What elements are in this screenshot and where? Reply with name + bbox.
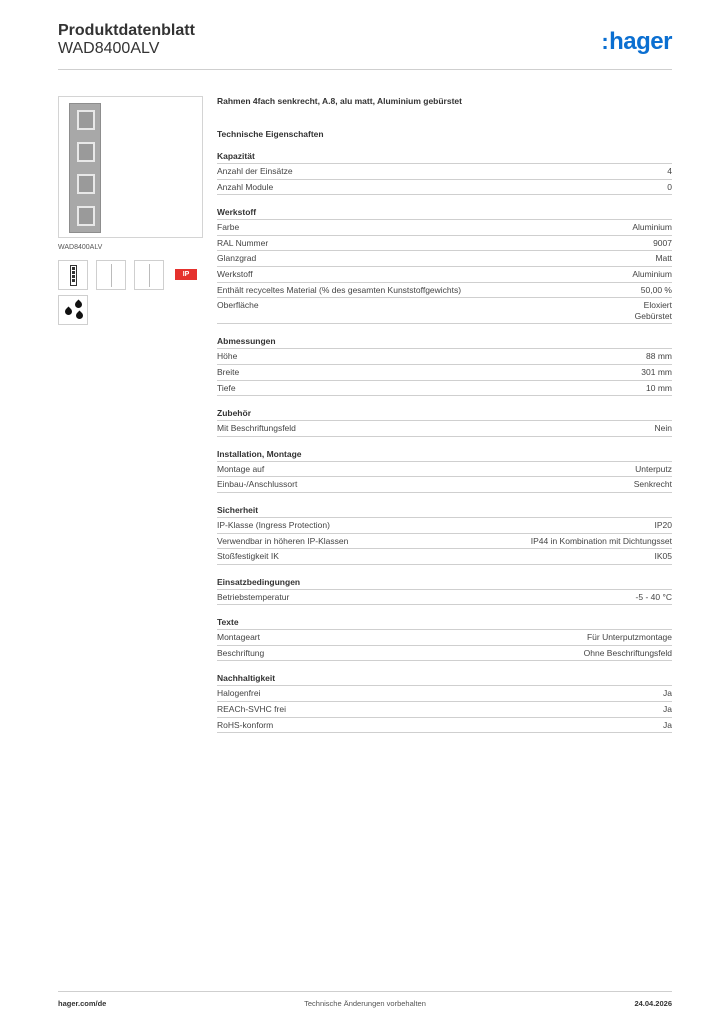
feature-icons (58, 260, 203, 290)
property-label: Halogenfrei (217, 688, 261, 699)
property-value-line: IK05 (654, 551, 672, 562)
property-value (663, 688, 672, 699)
property-group (217, 207, 672, 324)
property-row (217, 462, 672, 478)
property-value-line: Senkrecht (633, 479, 672, 490)
property-row (217, 180, 672, 196)
property-row (217, 686, 672, 702)
property-value-line: IP44 in Kombination mit Dichtungsset (530, 535, 672, 546)
logo-text: hager (609, 28, 672, 55)
property-value (641, 367, 672, 378)
image-caption: WAD8400ALV (58, 244, 103, 251)
property-value-line: Für Unterputzmontage (586, 632, 672, 643)
property-value (667, 166, 672, 177)
property-value-line: 50,00 % (640, 284, 672, 295)
property-row (217, 220, 672, 236)
technical-data (217, 96, 672, 733)
property-value-line: 301 mm (641, 366, 672, 377)
product-media-column (58, 96, 203, 325)
property-value-line: 9007 (653, 237, 672, 248)
group-title: Texte (217, 617, 672, 630)
property-row (217, 421, 672, 437)
frame-slot (77, 174, 95, 194)
property-label: RoHS-konform (217, 719, 274, 730)
property-value (632, 269, 672, 280)
property-row (217, 477, 672, 493)
property-value-line: Aluminium (632, 222, 672, 233)
page-footer (58, 991, 672, 1008)
property-row (217, 236, 672, 252)
property-row (217, 646, 672, 662)
property-value (641, 285, 672, 296)
property-group (217, 673, 672, 733)
property-label: Tiefe (217, 382, 236, 393)
property-label: Enthält recyceltes Material (% des gesamten Kunststoffgewichts) (217, 284, 462, 295)
property-label: REACh-SVHC frei (217, 704, 286, 715)
group-title: Werkstoff (217, 207, 672, 220)
group-title: Installation, Montage (217, 449, 672, 462)
section-heading: Technische Eigenschaften (217, 129, 324, 139)
page-title: Produktdatenblatt (58, 22, 195, 39)
property-value-line: Ja (663, 704, 672, 715)
property-value (663, 704, 672, 715)
frame-slot (77, 142, 95, 162)
property-label: Stoßfestigkeit IK (217, 551, 279, 562)
property-value (531, 536, 672, 547)
property-value-line: Matt (655, 253, 672, 264)
property-row (217, 349, 672, 365)
frame-slot (77, 206, 95, 226)
vertical-frame-icon (58, 260, 88, 290)
property-value (653, 238, 672, 249)
property-row (217, 518, 672, 534)
property-row (217, 251, 672, 267)
property-value (646, 351, 672, 362)
product-image (58, 96, 203, 238)
hager-logo (601, 28, 672, 56)
property-value (655, 423, 672, 434)
property-value (587, 632, 672, 643)
flush-mount-icon (96, 260, 126, 290)
property-value-line: -5 - 40 °C (635, 591, 672, 602)
property-value-line: Nein (654, 423, 672, 434)
water-drops-icon (58, 295, 88, 325)
property-value-line: 88 mm (646, 351, 672, 362)
property-label: Glanzgrad (217, 253, 257, 264)
group-title: Kapazität (217, 151, 672, 164)
property-group (217, 408, 672, 437)
property-value (634, 479, 672, 490)
footer-disclaimer: Technische Änderungen vorbehalten (304, 999, 426, 1008)
thin-frame-icon (134, 260, 164, 290)
property-label: Mit Beschriftungsfeld (217, 423, 296, 434)
group-title: Nachhaltigkeit (217, 673, 672, 686)
property-label: Montageart (217, 632, 260, 643)
property-row (217, 283, 672, 299)
property-group (217, 617, 672, 661)
property-label: Oberfläche (217, 300, 259, 311)
property-label: RAL Nummer (217, 237, 269, 248)
property-value (632, 222, 672, 233)
property-value-line: Gebürstet (634, 310, 672, 321)
property-value (635, 464, 672, 475)
property-value-line: Unterputz (635, 463, 672, 474)
property-label: Einbau-/Anschlussort (217, 479, 298, 490)
frame-slot (77, 110, 95, 130)
property-value (635, 300, 672, 321)
property-label: Breite (217, 366, 240, 377)
property-value-line: Ja (663, 688, 672, 699)
property-label: IP-Klasse (Ingress Protection) (217, 519, 330, 530)
property-label: Höhe (217, 351, 238, 362)
property-value-line: Ohne Beschriftungsfeld (583, 647, 672, 658)
property-value (636, 592, 672, 603)
property-row (217, 267, 672, 283)
property-value-line: IP20 (654, 519, 672, 530)
ip-badge: IP (175, 269, 197, 280)
page-header (58, 22, 672, 70)
property-value-line: Aluminium (632, 268, 672, 279)
property-value (655, 253, 672, 264)
property-label: Farbe (217, 222, 240, 233)
product-number: WAD8400ALV (58, 40, 160, 57)
property-value (655, 520, 673, 531)
frame-illustration (69, 103, 101, 233)
group-title: Sicherheit (217, 505, 672, 518)
property-row (217, 381, 672, 397)
ip-rating-icon (172, 260, 202, 290)
property-value-line: Eloxiert (643, 300, 672, 311)
property-value (667, 182, 672, 193)
footer-website: hager.com/de (58, 999, 107, 1008)
property-value (646, 383, 672, 394)
property-label: Beschriftung (217, 647, 265, 658)
group-title: Einsatzbedingungen (217, 577, 672, 590)
property-value-line: 0 (667, 181, 672, 192)
property-row (217, 298, 672, 324)
property-value-line: 4 (667, 166, 672, 176)
property-group (217, 505, 672, 565)
property-row (217, 534, 672, 550)
property-row (217, 549, 672, 565)
property-row (217, 590, 672, 606)
property-value (584, 648, 672, 659)
footer-date: 24.04.2026 (634, 999, 672, 1008)
property-row (217, 718, 672, 734)
property-value (663, 720, 672, 731)
property-label: Anzahl der Einsätze (217, 166, 293, 176)
property-label: Montage auf (217, 463, 265, 474)
property-value-line: 10 mm (646, 382, 672, 393)
property-label: Werkstoff (217, 268, 253, 279)
property-group (217, 151, 672, 195)
property-label: Anzahl Module (217, 181, 274, 192)
property-row (217, 702, 672, 718)
property-value (655, 551, 673, 562)
property-group (217, 577, 672, 606)
property-label: Betriebstemperatur (217, 591, 290, 602)
property-row (217, 365, 672, 381)
product-description: Rahmen 4fach senkrecht, A.8, alu matt, Aluminium gebürstet (217, 96, 462, 106)
group-title: Zubehör (217, 408, 672, 421)
property-row (217, 630, 672, 646)
property-row (217, 164, 672, 180)
property-label: Verwendbar in höheren IP-Klassen (217, 535, 349, 546)
logo-dots: : (601, 29, 609, 54)
property-group (217, 449, 672, 493)
property-value-line: Ja (663, 719, 672, 730)
property-group (217, 336, 672, 396)
group-title: Abmessungen (217, 336, 672, 349)
property-groups (217, 151, 672, 733)
